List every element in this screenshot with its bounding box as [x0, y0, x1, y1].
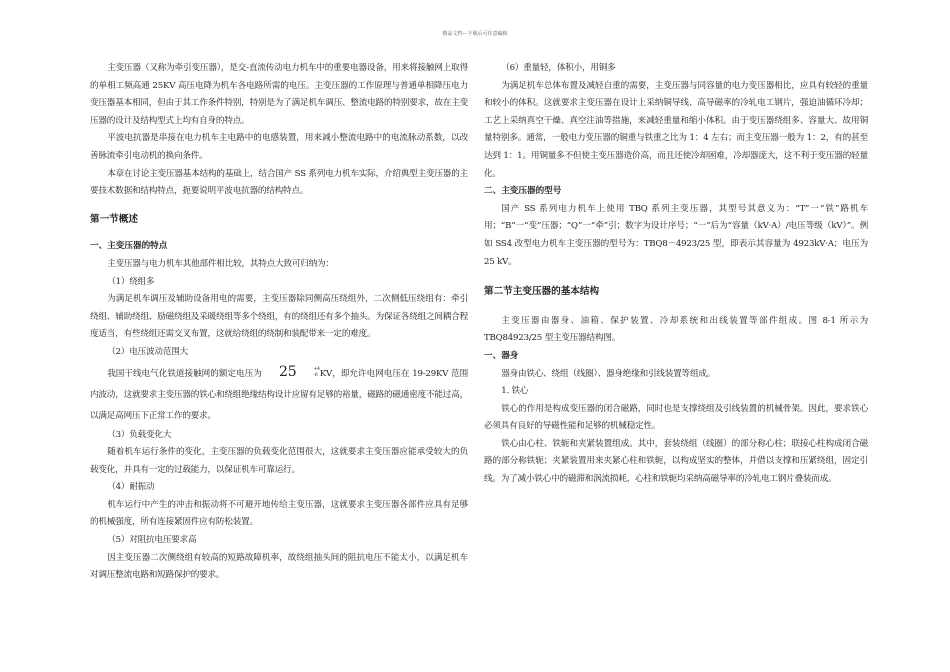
- feature-4-text: 机车运行中产生的冲击和振动将不可避开地传给主变压器，这就要求主变压器各部件应具有足够的机械强度，所有连接紧固件应有防松装置。: [90, 499, 468, 528]
- feature-1-text: 为满足机车调压及辅助设备用电的需要，主变压器除同侧高压绕组外，二次侧低压绕组有：牵引绕组、辅助绕组、励磁绕组及采暖绕组等多个绕组，有的绕组还有多个抽头。为保证各绕组之间耦合程度适当，有些绕组还需交叉布置，这就给绕组的绕制和装配带来一定的难度。: [90, 294, 468, 340]
- page-header: 精品文档---下载后可任意编辑: [442, 31, 508, 37]
- feature-item-5: （5）对阻抗电压要求高: [107, 535, 197, 546]
- feature-item-1: （1）绕组多: [107, 276, 155, 287]
- intro-paragraph-1: 主变压器（又称为牵引变压器），是交-直流传动电力机车中的重要电器设备，用来将接触网上取得的单相工频高通 25KV 高压电降为机车各电路所需的电压。主变压器的工作原理与普通单相降压电力变压器基本相同，但由于其工作条件特别，特别是为了满足机车调压、整流电路的特别要求，故在主变压器的设计及结构型式上均有自身的特点。: [90, 63, 468, 126]
- core-text-1: 铁心的作用是构成变压器的闭合磁路，同时也是支撑绕组及引线装置的机械骨架。因此，要求铁心必须具有良好的导磁性能和足够的机械稳定性。: [484, 403, 868, 432]
- body-text: 器身由铁心、绕组（线圈）、器身绝缘和引线装置等组成。: [501, 368, 716, 379]
- body-heading: 一、器身: [484, 350, 519, 361]
- left-column: [90, 60, 468, 585]
- feature-item-6: （6）重量轻，体积小，用铜多: [501, 63, 616, 73]
- voltage-tolerance: [262, 362, 320, 385]
- feature-item-3: （3）负载变化大: [107, 429, 172, 440]
- voltage-text-b: KV，即允许电网电压在 19-29KV 范围内波动，这就要求主变压器的铁心和绕组绝缘结构设计应留有足够的裕量，磁路的磁通密度不能过高，以满足高网压下正常工作的要求。: [90, 368, 468, 421]
- feature-2-text: [90, 362, 468, 427]
- structure-intro: 主变压器由器身、油箱、保护装置、冷却系统和出线装置等部件组成。图 8-1 所示为 TBQ84923/25 型主变压器结构图。: [484, 315, 868, 344]
- voltage-base: 25: [278, 363, 297, 380]
- voltage-text-a: 我国干线电气化铁道接触网的额定电压为: [107, 368, 262, 379]
- core-text-2: 铁心由心柱、铁轭和夹紧装置组成。其中，套装绕组（线圈）的部分称心柱；联接心柱构成闭合磁路的部分称铁轭；夹紧装置用来夹紧心柱和铁轭，以构成坚实的整体，并借以支撑和压紧绕组，固定引线。为了减小铁心中的磁滞和涡流损耗，心柱和铁轭均采纳高磁导率的冷轧电工钢片叠装而成。: [484, 438, 868, 485]
- feature-5-text: 因主变压器二次侧绕组有较高的短路故障机率，故绕组抽头间的阻抗电压不能太小，以满足机车对调压整流电路和短路保护的要求。: [90, 552, 468, 581]
- section-2-heading: 第二节主变压器的基本结构: [484, 286, 600, 298]
- model-text: 国产 SS 系列电力机车上使用 TBQ 系列主变压器，其型号其意义为：“T”一“铁”路机车用；“B”一“变”压器；“Q”一“牵”引；数字为设计序号；“一”后为“容量（kV·A）/电压等级（kV）”。例如 SS4 改型电力机车主变压器的型号为：TBQ8－4923/25 型，即表示其容量为 4923kV·A；电压为 25 kV。: [484, 203, 868, 267]
- intro-paragraph-3: 本章在讨论主变压器基本结构的基础上，结合国产 SS 系列电力机车实际，介绍典型主变压器的主要技术数据和结构特点，扼要说明平波电抗器的结构特点。: [90, 168, 468, 197]
- core-item: 1. 铁心: [501, 386, 529, 397]
- intro-paragraph-2: 平波电抗器是串接在电力机车主电路中的电感装置，用来减小整流电路中的电流脉动系数，以改善脉流牵引电动机的换向条件。: [90, 133, 468, 161]
- feature-3-text: 随着机车运行条件的变化，主变压器的负载变化范围很大，这就要求主变压器应能承受较大的负载变化，并具有一定的过载能力，以保证机车可靠运行。: [90, 447, 468, 475]
- feature-6-text: 为满足机车总体布置及减轻自重的需要，主变压器与同容量的电力变压器相比，应具有较轻的重量和较小的体积。这就要求主变压器在设计上采纳铜导线、高导磁率的冷轧电工钢片，强迫油循环冷却；工艺上采纳真空干燥、真空注油等措施，来减轻重量和缩小体积。由于变压器绕组多、容量大、故用铜量特别多。通常，一般电力变压器的铜重与铁重之比为 1：4 左右；而主变压器一般为 1：2，有的甚至达到 1：1。用铜量多不但使主变压器造价高，而且还使冷却困难，冷却器庞大，这不利于变压器的轻量化。: [484, 80, 868, 179]
- right-column: [484, 60, 868, 489]
- voltage-tolerance-lower: -6: [313, 373, 318, 378]
- model-heading: 二、主变压器的型号: [484, 186, 562, 197]
- features-intro: 主变压器与电力机车其他部件相比较，其特点大致可归纳为：: [107, 258, 334, 269]
- voltage-tolerance-upper: +4: [313, 367, 320, 372]
- feature-item-2: （2）电压波动范围大: [107, 346, 188, 357]
- section-1-heading: 第一节概述: [90, 213, 138, 225]
- features-heading: 一、主变压器的特点: [90, 241, 168, 252]
- feature-item-4: （4）耐振动: [107, 482, 155, 493]
